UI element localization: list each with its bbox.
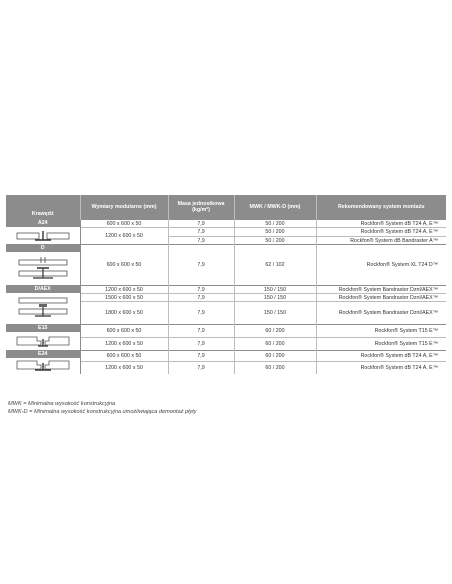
edge-label-a24: A24 [6,220,80,227]
cell-dims: 600 x 600 x 50 [80,351,168,362]
footnotes [8,400,428,416]
table-row [6,220,446,228]
cell-dims: 600 x 600 x 50 [80,325,168,338]
cell-system: Rockfon® System T15 E™ [316,325,446,338]
cell-mass: 7,9 [168,351,234,362]
edge-cell-e24 [6,351,80,375]
footnote-mwk: MWK = Minimalna wysokość konstrukcyjna [8,401,116,407]
header-dimensions: Wymiary modularne (mm) [80,195,168,220]
cell-mwk: 150 / 150 [234,302,316,325]
cell-mwk: 150 / 150 [234,294,316,302]
cell-system: Rockfon® System dB T24 A, E™ [316,351,446,362]
cell-mwk: 60 / 200 [234,325,316,338]
edge-label-daex: D/AEX [6,286,80,293]
edge-label-d: D [6,245,80,252]
cell-mass: 7,9 [168,237,234,245]
cell-mass: 7,9 [168,362,234,375]
cell-mwk: 50 / 200 [234,237,316,245]
table-row [6,286,446,294]
edge-label-e15: E15 [6,325,80,332]
cell-system: Rockfon® System Bandraster Dznl/AEX™ [316,294,446,302]
header-mass: Masa jednostkowa (kg/m²) [168,195,234,220]
footnote-mwkd: MWK-D = Minimalna wysokość konstrukcyjna umożliwiająca demontaż płyty [8,409,197,415]
cell-dims: 1200 x 600 x 50 [80,338,168,351]
edge-profile-e24-icon [6,358,80,373]
cell-dims: 1500 x 600 x 50 [80,294,168,302]
cell-system: Rockfon® System dB Bandraster A™ [316,237,446,245]
edge-label-e24: E24 [6,351,80,358]
table-row [6,325,446,338]
cell-mass: 7,9 [168,302,234,325]
edge-profile-d-icon [6,252,80,285]
cell-system: Rockfon® System dB T24 A, E™ [316,220,446,228]
edge-cell-d [6,245,80,286]
cell-dims: 1200 x 600 x 50 [80,286,168,294]
edge-cell-daex [6,286,80,325]
edge-profile-e15-icon [6,332,80,349]
cell-system: Rockfon® System T15 E™ [316,338,446,351]
cell-mwk: 60 / 200 [234,351,316,362]
cell-mass: 7,9 [168,325,234,338]
cell-mwk: 50 / 200 [234,220,316,228]
cell-mass: 7,9 [168,245,234,286]
cell-system: Rockfon® System Bandraster Dznl/AEX™ [316,286,446,294]
cell-dims: 600 x 600 x 50 [80,220,168,228]
cell-dims: 1200 x 600 x 50 [80,362,168,375]
cell-mass: 7,9 [168,294,234,302]
cell-dims: 1800 x 600 x 50 [80,302,168,325]
cell-mwk: 150 / 150 [234,286,316,294]
table-header-row [6,195,446,220]
cell-system: Rockfon® System dB T24 A, E™ [316,362,446,375]
cell-mwk: 50 / 200 [234,228,316,237]
edge-cell-a24 [6,220,80,245]
edge-cell-e15 [6,325,80,351]
cell-mass: 7,9 [168,338,234,351]
header-edge: Krawędź [6,195,80,220]
cell-mwk: 62 / 102 [234,245,316,286]
cell-mwk: 60 / 200 [234,338,316,351]
table-row [6,245,446,286]
edge-profile-daex-icon [6,293,80,323]
product-spec-table [6,195,446,374]
cell-system: Rockfon® System Bandraster Dznl/AEX™ [316,302,446,325]
cell-mass: 7,9 [168,286,234,294]
cell-mass: 7,9 [168,228,234,237]
cell-dims: 1200 x 600 x 50 [80,228,168,245]
table-row [6,351,446,362]
cell-mwk: 60 / 200 [234,362,316,375]
cell-system: Rockfon® System XL T24 D™ [316,245,446,286]
header-system: Rekomendowany system montażu [316,195,446,220]
cell-system: Rockfon® System dB T24 A, E™ [316,228,446,237]
header-mwk: MWK / MWK-D (mm) [234,195,316,220]
cell-mass: 7,9 [168,220,234,228]
cell-dims: 600 x 600 x 50 [80,245,168,286]
edge-profile-a24-icon [6,227,80,244]
